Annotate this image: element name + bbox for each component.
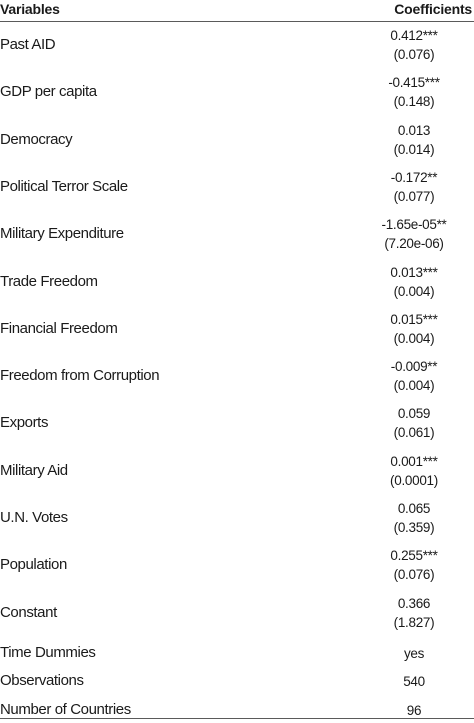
coefficient-value: 0.015*** <box>390 311 438 327</box>
standard-error-value: (0.148) <box>393 94 435 110</box>
standard-error-value: (0.004) <box>393 283 435 299</box>
standard-error-value: (7.20e-06) <box>384 236 444 252</box>
standard-error-value: (0.004) <box>393 330 435 346</box>
stat-value: yes <box>403 645 425 661</box>
table-row <box>0 70 474 117</box>
stats-row <box>0 638 474 667</box>
table-row <box>0 401 474 448</box>
coefficient-value: -1.65e-05** <box>381 217 447 233</box>
variable-name: Freedom from Corruption <box>0 367 160 385</box>
table-row <box>0 260 474 307</box>
variable-name: Constant <box>0 603 57 621</box>
variable-name: Exports <box>0 414 49 432</box>
variable-name: Military Aid <box>0 461 68 479</box>
standard-error-value: (0.076) <box>393 47 435 62</box>
variable-name: Past AID <box>0 36 56 53</box>
variable-name: Military Expenditure <box>0 225 124 243</box>
standard-error-value: (1.827) <box>393 614 435 630</box>
coefficient-value: 0.013 <box>397 122 431 138</box>
coefficient-value: 0.001*** <box>390 453 438 469</box>
table-row <box>0 449 474 496</box>
coefficient-value: 0.255*** <box>390 548 438 564</box>
stat-value: 540 <box>403 674 425 690</box>
stat-name: Observations <box>0 672 84 690</box>
coefficient-value: 0.059 <box>397 406 431 422</box>
standard-error-value: (0.359) <box>393 520 435 535</box>
table-row <box>0 212 474 259</box>
coefficient-value: 0.366 <box>397 595 431 611</box>
standard-error-value: (0.077) <box>393 188 435 204</box>
coefficients-header: Coefficients <box>394 1 472 17</box>
stat-value: 96 <box>406 702 422 718</box>
table-row <box>0 118 474 165</box>
stat-name: Number of Countries <box>0 700 131 718</box>
header-rule <box>0 21 474 22</box>
standard-error-value: (0.0001) <box>390 472 438 488</box>
table-row <box>0 591 474 638</box>
coefficient-value: -0.415*** <box>388 75 440 91</box>
coefficient-value: -0.009** <box>390 359 438 375</box>
coefficient-value: 0.065 <box>397 501 431 516</box>
table-row <box>0 543 474 590</box>
table-row <box>0 165 474 212</box>
table-row <box>0 307 474 354</box>
standard-error-value: (0.061) <box>393 425 435 441</box>
table-row <box>0 23 474 70</box>
stats-row <box>0 666 474 695</box>
variable-name: Trade Freedom <box>0 272 98 290</box>
variable-name: U.N. Votes <box>0 509 68 526</box>
variable-name: Democracy <box>0 130 73 148</box>
table-header <box>0 0 474 21</box>
stat-name: Time Dummies <box>0 643 96 661</box>
variable-name: Population <box>0 556 67 574</box>
coefficient-value: 0.013*** <box>390 264 438 280</box>
variable-name: Political Terror Scale <box>0 177 128 195</box>
standard-error-value: (0.004) <box>393 378 435 394</box>
standard-error-value: (0.014) <box>393 141 435 157</box>
coefficient-value: 0.412*** <box>390 28 438 43</box>
table-row <box>0 496 474 543</box>
variable-name: Financial Freedom <box>0 319 118 337</box>
standard-error-value: (0.076) <box>393 567 435 583</box>
variables-header: Variables <box>0 1 60 17</box>
variable-name: GDP per capita <box>0 83 97 101</box>
coefficient-value: -0.172** <box>390 169 438 185</box>
table-row <box>0 354 474 401</box>
